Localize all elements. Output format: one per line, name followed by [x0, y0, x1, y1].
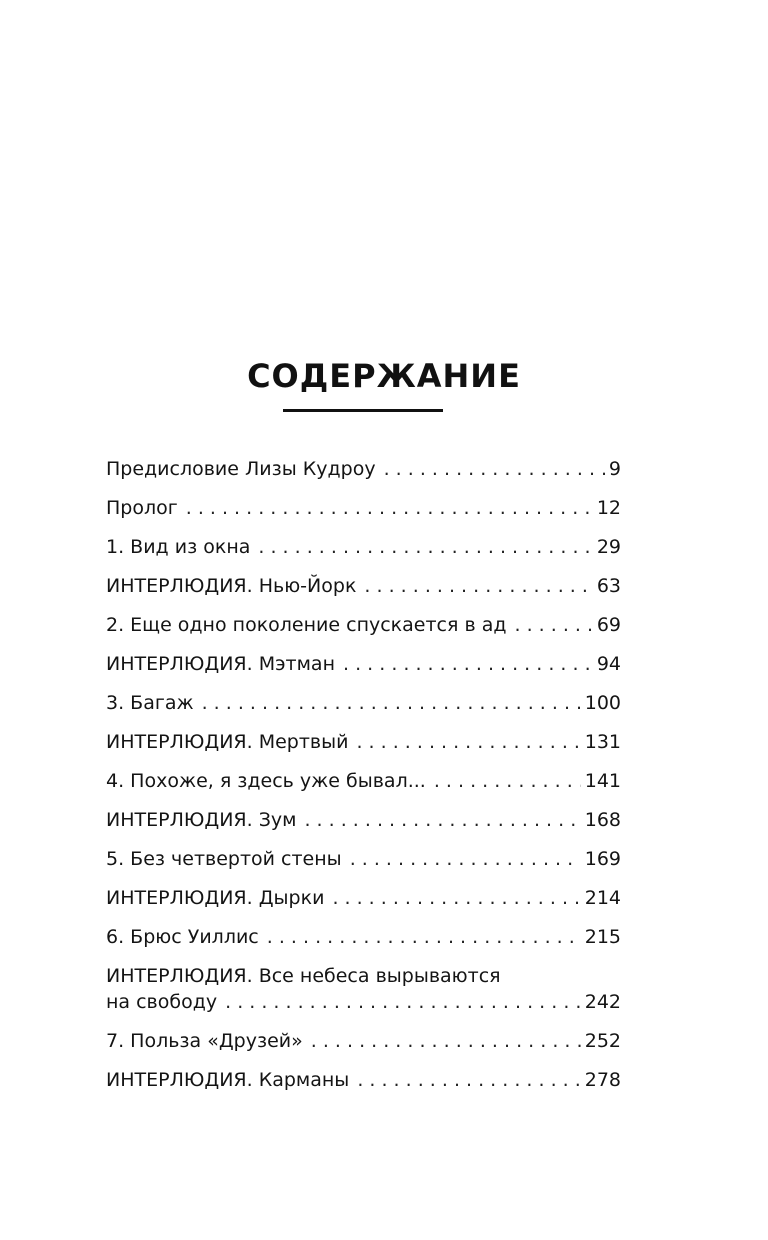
dot-leader	[186, 495, 593, 521]
toc-entry-interlude-zoom[interactable]	[106, 807, 621, 833]
toc-entry-interlude-new-york[interactable]	[106, 573, 621, 599]
toc-entry-page: 169	[584, 848, 621, 870]
toc-entry-label: 4. Похоже, я здесь уже бывал...	[106, 770, 426, 792]
dot-leader	[304, 807, 580, 833]
toc-entry-label: Предисловие Лизы Кудроу	[106, 458, 376, 480]
toc-entry-page: 63	[596, 575, 621, 597]
toc-entry-page: 9	[608, 458, 621, 480]
toc-entry-chapter-1[interactable]	[106, 534, 621, 560]
toc-entry-label: ИНТЕРЛЮДИЯ. Нью-Йорк	[106, 575, 357, 597]
toc-entry-page: 69	[596, 614, 621, 636]
dot-leader	[350, 846, 581, 872]
toc-entry-interlude-dead[interactable]	[106, 729, 621, 755]
toc-entry-page: 252	[584, 1030, 621, 1052]
toc-entry-chapter-6[interactable]	[106, 924, 621, 950]
toc-entry-label: ИНТЕРЛЮДИЯ. Карманы	[106, 1069, 350, 1091]
dot-leader	[364, 573, 592, 599]
toc-entry-chapter-2[interactable]	[106, 612, 621, 638]
dot-leader	[258, 534, 592, 560]
dot-leader	[343, 651, 593, 677]
dot-leader	[267, 924, 581, 950]
dot-leader	[356, 729, 580, 755]
toc-entry-chapter-3[interactable]	[106, 690, 621, 716]
toc-entry-label: ИНТЕРЛЮДИЯ. Мэтман	[106, 653, 335, 675]
toc-entry-label: 5. Без четвертой стены	[106, 848, 342, 870]
toc-entry-foreword[interactable]	[106, 456, 621, 482]
toc-entry-page: 100	[584, 692, 621, 714]
dot-leader	[357, 1067, 580, 1093]
toc-entry-page: 278	[584, 1069, 621, 1091]
dot-leader	[384, 456, 605, 482]
toc-entry-page: 168	[584, 809, 621, 831]
toc-entry-page: 94	[596, 653, 621, 675]
toc-entry-label: ИНТЕРЛЮДИЯ. Зум	[106, 809, 297, 831]
toc-entry-page: 29	[596, 536, 621, 558]
toc-entry-label: Пролог	[106, 497, 178, 519]
toc-entry-label: 7. Польза «Друзей»	[106, 1030, 303, 1052]
toc-entry-prologue[interactable]	[106, 495, 621, 521]
toc-entry-page: 242	[584, 991, 621, 1013]
toc-entry-interlude-matman[interactable]	[106, 651, 621, 677]
toc-entry-page: 12	[596, 497, 621, 519]
page-title: СОДЕРЖАНИЕ	[247, 357, 521, 395]
toc-entry-page: 141	[584, 770, 621, 792]
toc-entry-interlude-holes[interactable]	[106, 885, 621, 911]
toc-entry-label: 2. Еще одно поколение спускается в ад	[106, 614, 507, 636]
toc-entry-label: ИНТЕРЛЮДИЯ. Мертвый	[106, 731, 349, 753]
toc-entry-label: 3. Багаж	[106, 692, 194, 714]
table-of-contents	[106, 456, 621, 1106]
toc-entry-chapter-7[interactable]	[106, 1028, 621, 1054]
dot-leader	[311, 1028, 581, 1054]
toc-entry-label: ИНТЕРЛЮДИЯ. Дырки	[106, 887, 325, 909]
dot-leader	[332, 885, 580, 911]
dot-leader	[225, 989, 581, 1015]
toc-entry-page: 214	[584, 887, 621, 909]
toc-entry-chapter-5[interactable]	[106, 846, 621, 872]
dot-leader	[515, 612, 593, 638]
toc-entry-chapter-4[interactable]	[106, 768, 621, 794]
toc-entry-label: 1. Вид из окна	[106, 536, 251, 558]
toc-entry-label: на свободу	[106, 991, 218, 1013]
toc-entry-interlude-pockets[interactable]	[106, 1067, 621, 1093]
toc-entry-label: 6. Брюс Уиллис	[106, 926, 259, 948]
toc-entry-label-line1: ИНТЕРЛЮДИЯ. Все небеса вырываются	[106, 965, 501, 987]
toc-entry-page: 131	[584, 731, 621, 753]
dot-leader	[202, 690, 581, 716]
dot-leader	[434, 768, 581, 794]
toc-entry-interlude-all-heavens[interactable]	[106, 963, 621, 1015]
title-divider	[283, 409, 443, 412]
toc-entry-page: 215	[584, 926, 621, 948]
